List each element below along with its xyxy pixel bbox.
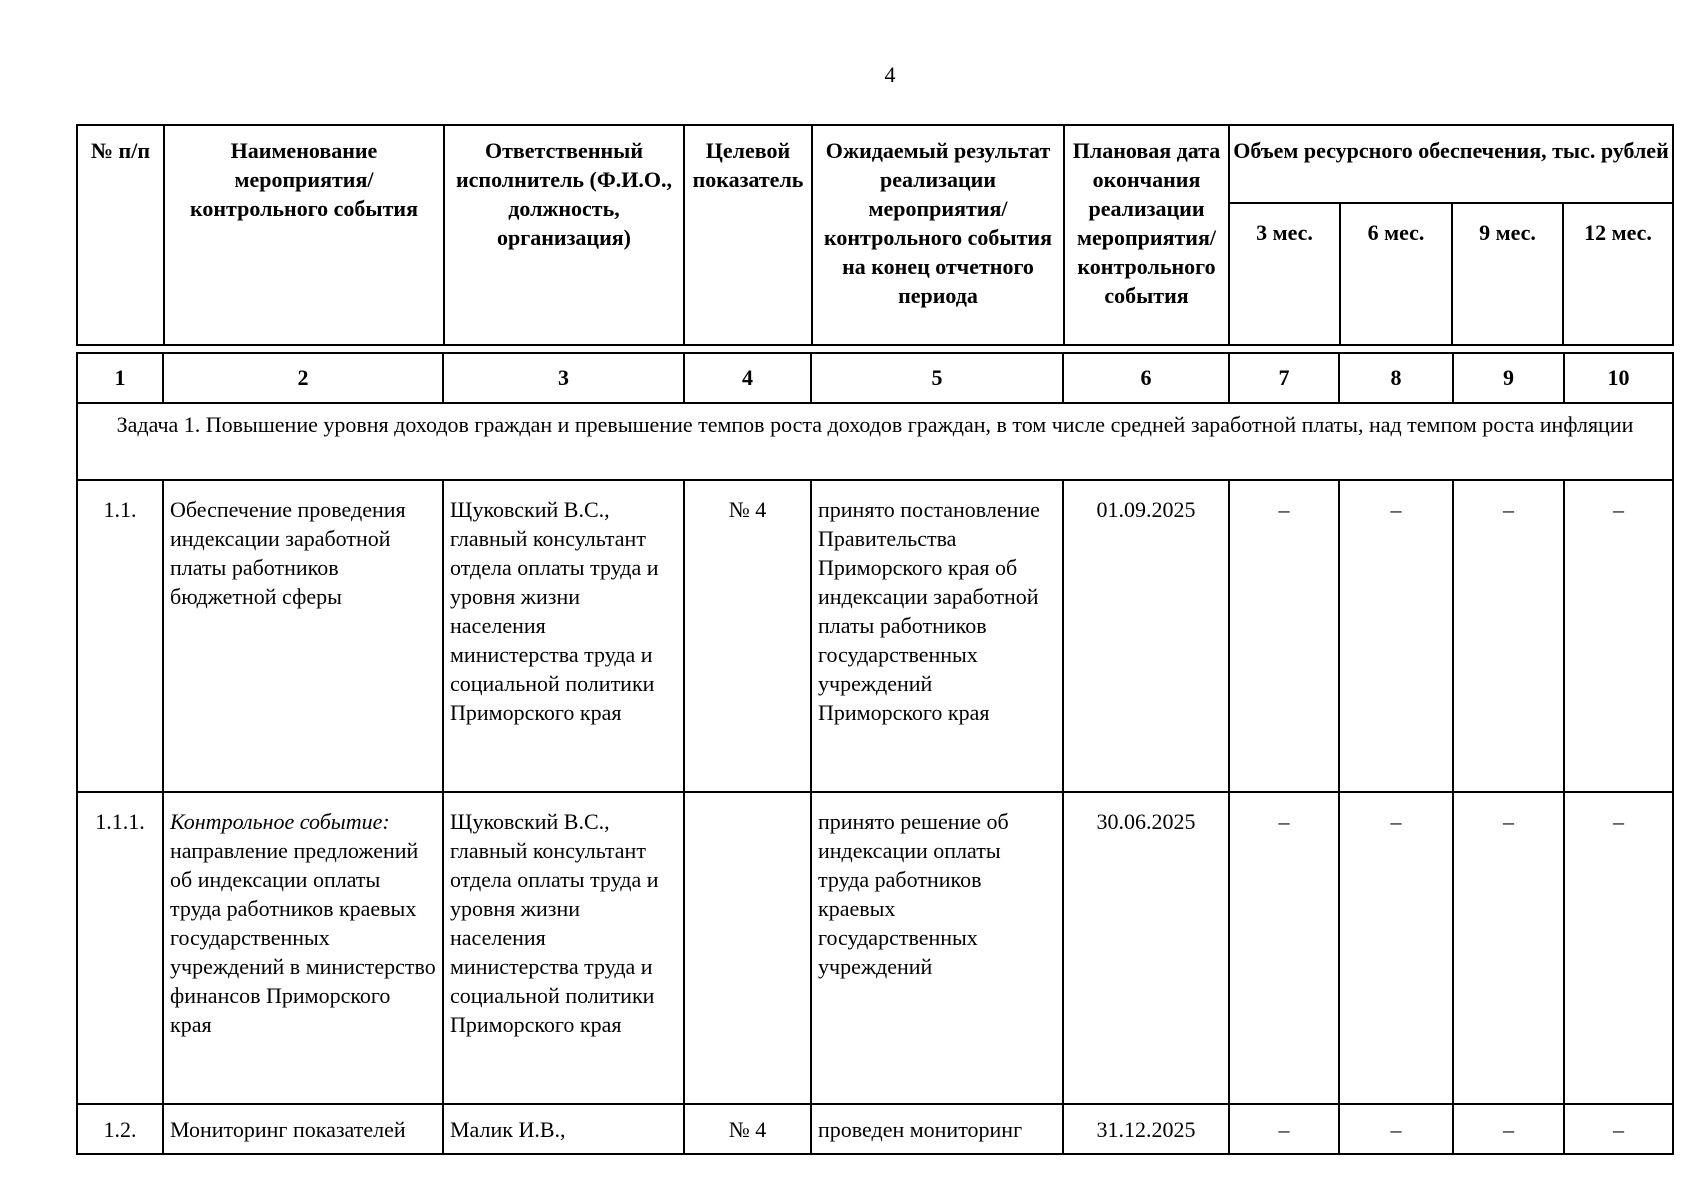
row-9-months: – (1453, 792, 1564, 1104)
column-number: 4 (684, 353, 811, 403)
row-number: 1.1.1. (77, 792, 163, 1104)
column-number: 2 (163, 353, 443, 403)
header-12-months: 12 мес. (1563, 203, 1673, 345)
table-body (76, 352, 1674, 1155)
table-row (77, 792, 1673, 1104)
page-number: 4 (884, 62, 896, 87)
row-date: 30.06.2025 (1063, 792, 1229, 1104)
control-event-label: Контрольное событие: (170, 809, 390, 834)
row-9-months: – (1453, 1104, 1564, 1154)
header-result: Ожидаемый результат реализации мероприятия/ контрольного события на конец отчетного периода (812, 125, 1064, 345)
row-target: № 4 (684, 1104, 811, 1154)
header-3-months: 3 мес. (1229, 203, 1340, 345)
row-result: принято решение об индексации оплаты труда работников краевых государственных учреждений (811, 792, 1063, 1104)
column-number: 9 (1453, 353, 1564, 403)
row-date: 31.12.2025 (1063, 1104, 1229, 1154)
row-name: направление предложений об индексации оплаты труда работников краевых государственных учреждений в министерство финансов Приморского края (170, 838, 436, 1037)
row-number: 1.2. (77, 1104, 163, 1154)
header-resources: Объем ресурсного обеспечения, тыс. рублей (1229, 125, 1673, 203)
row-name: Обеспечение проведения индексации заработной платы работников бюджетной сферы (163, 480, 443, 792)
column-number: 3 (443, 353, 684, 403)
row-3-months: – (1229, 480, 1339, 792)
table-row (77, 1104, 1673, 1154)
header-num: № п/п (77, 125, 164, 345)
row-responsible: Малик И.В., (443, 1104, 684, 1154)
row-number: 1.1. (77, 480, 163, 792)
row-6-months: – (1339, 480, 1453, 792)
row-responsible: Щуковский В.С., главный консультант отдела оплаты труда и уровня жизни населения министерства труда и социальной политики Приморского края (443, 792, 684, 1104)
header-date: Плановая дата окончания реализации мероприятия/ контрольного события (1064, 125, 1229, 345)
row-result: проведен мониторинг (811, 1104, 1063, 1154)
column-number: 6 (1063, 353, 1229, 403)
row-responsible: Щуковский В.С., главный консультант отдела оплаты труда и уровня жизни населения министерства труда и социальной политики Приморского края (443, 480, 684, 792)
row-name-cell (163, 792, 443, 1104)
task-row (77, 403, 1673, 480)
row-3-months: – (1229, 792, 1339, 1104)
row-12-months: – (1564, 792, 1673, 1104)
row-target: № 4 (684, 480, 811, 792)
row-12-months: – (1564, 480, 1673, 792)
row-3-months: – (1229, 1104, 1339, 1154)
header-responsible: Ответственный исполнитель (Ф.И.О., должность, организация) (444, 125, 684, 345)
task-text: Задача 1. Повышение уровня доходов граждан и превышение темпов роста доходов граждан, в том числе средней заработной платы, над темпом роста инфляции (77, 403, 1673, 480)
header-6-months: 6 мес. (1340, 203, 1452, 345)
header-target: Целевой показатель (684, 125, 812, 345)
column-number: 10 (1564, 353, 1673, 403)
table-row (77, 480, 1673, 792)
table-header (76, 124, 1674, 346)
column-numbers-row (77, 353, 1673, 403)
header-name: Наименование мероприятия/ контрольного события (164, 125, 444, 345)
header-9-months: 9 мес. (1452, 203, 1563, 345)
row-target (684, 792, 811, 1104)
row-9-months: – (1453, 480, 1564, 792)
row-6-months: – (1339, 1104, 1453, 1154)
column-number: 1 (77, 353, 163, 403)
row-12-months: – (1564, 1104, 1673, 1154)
row-name: Мониторинг показателей (163, 1104, 443, 1154)
row-result: принято постановление Правительства Приморского края об индексации заработной платы работников государственных учреждений Приморского края (811, 480, 1063, 792)
column-number: 8 (1339, 353, 1453, 403)
row-date: 01.09.2025 (1063, 480, 1229, 792)
column-number: 5 (811, 353, 1063, 403)
row-6-months: – (1339, 792, 1453, 1104)
column-number: 7 (1229, 353, 1339, 403)
